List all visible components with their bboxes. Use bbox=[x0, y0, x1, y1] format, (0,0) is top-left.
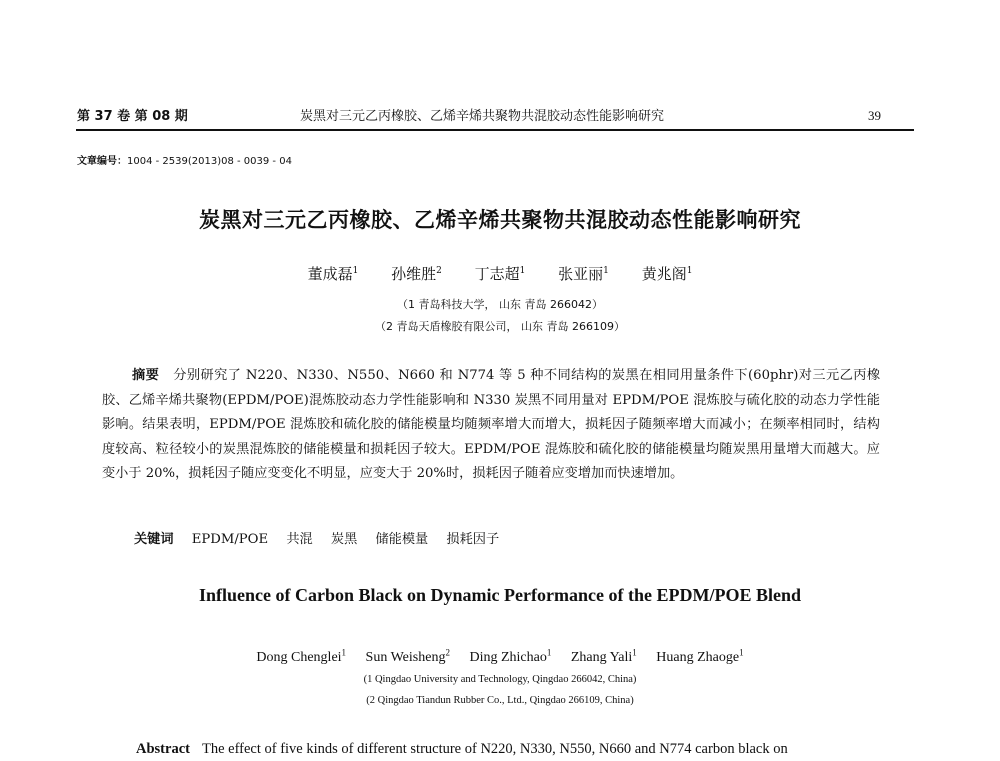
volume-issue: 第 37 卷 第 08 期 bbox=[77, 109, 188, 124]
keyword: 炭黑 bbox=[330, 532, 358, 547]
author-zh: 董成磊$^1$ bbox=[307, 265, 359, 283]
affiliation-zh-2: （2 青岛天盾橡胶有限公司， 山东 青岛 266109） bbox=[375, 320, 625, 333]
article-number-label: 文章编号： bbox=[77, 156, 127, 167]
authors-zh bbox=[0, 263, 1000, 284]
author-en: Zhang Yali$^1$ bbox=[570, 647, 637, 665]
title-zh: 炭黑对三元乙丙橡胶、乙烯辛烯共聚物共混胶动态性能影响研究 bbox=[199, 208, 801, 232]
author-en: Sun Weisheng$^2$ bbox=[365, 647, 450, 665]
article-number bbox=[77, 152, 292, 167]
keyword: 共混 bbox=[286, 532, 313, 547]
abstract-en-label: Abstract bbox=[136, 741, 190, 757]
keyword: 储能模量 bbox=[375, 532, 429, 547]
title-en: Influence of Carbon Black on Dynamic Performance of the EPDM/POE Blend bbox=[199, 585, 801, 605]
abstract-zh bbox=[102, 364, 880, 487]
author-zh: 张亚丽$^1$ bbox=[558, 265, 609, 283]
author-en: Huang Zhaoge$^1$ bbox=[656, 647, 744, 665]
abstract-en-text: The effect of five kinds of different structure of N220, N330, N550, N660 and N774 carbon black on bbox=[201, 741, 788, 757]
keywords-zh-label: 关键词 bbox=[134, 532, 174, 547]
abstract-en bbox=[136, 741, 788, 758]
authors-en bbox=[0, 647, 1000, 666]
abstract-zh-text: 分别研究了 N220、N330、N550、N660 和 N774 等 5 种不同结构的炭黑在相同用量条件下(60phr)对三元乙丙橡胶、乙烯辛烯共聚物(EPDM/POE)混炼胶动态力学性能影响和 N330 炭黑不同用量对 EPDM/POE 混炼胶与硫化胶的动态力学性能影响。结果表明，EPDM/POE 混炼胶和硫化胶的储能模量均随频率增大而增大，损耗因子随频率增大而减小；在频率相同时，结构度较高、粒径较小的炭黑混炼胶的储能模量和损耗因子较大。EPDM/POE 混炼胶和硫化胶的储能模量均随炭黑用量增大而越大。应变小于 20%，损耗因子随应变变化不明显，应变大于 20%时，损耗因子随着应变增加而快速增加。 bbox=[102, 368, 881, 481]
affiliation-zh-1: （1 青岛科技大学， 山东 青岛 266042） bbox=[397, 298, 603, 311]
keywords-zh bbox=[134, 528, 513, 547]
author-en: Dong Chenglei$^1$ bbox=[256, 647, 347, 665]
header-rule bbox=[76, 129, 914, 131]
affiliation-en-2: (2 Qingdao Tiandun Rubber Co., Ltd., Qingdao 266109, China) bbox=[366, 695, 634, 706]
abstract-zh-label: 摘要 bbox=[132, 368, 160, 383]
author-zh: 丁志超$^1$ bbox=[474, 265, 526, 283]
author-zh: 孙维胜$^2$ bbox=[391, 265, 442, 283]
keyword: 损耗因子 bbox=[446, 532, 500, 547]
running-title: 炭黑对三元乙丙橡胶、乙烯辛烯共聚物共混胶动态性能影响研究 bbox=[300, 109, 665, 124]
author-zh: 黄兆阁$^1$ bbox=[641, 265, 693, 283]
author-en: Ding Zhichao$^1$ bbox=[469, 647, 552, 665]
page-number: 39 bbox=[868, 108, 881, 123]
article-number-value: 1004 - 2539(2013)08 - 0039 - 04 bbox=[127, 156, 292, 167]
affiliation-en-1: (1 Qingdao University and Technology, Qingdao 266042, China) bbox=[363, 674, 637, 685]
keyword: EPDM/POE bbox=[191, 532, 269, 547]
